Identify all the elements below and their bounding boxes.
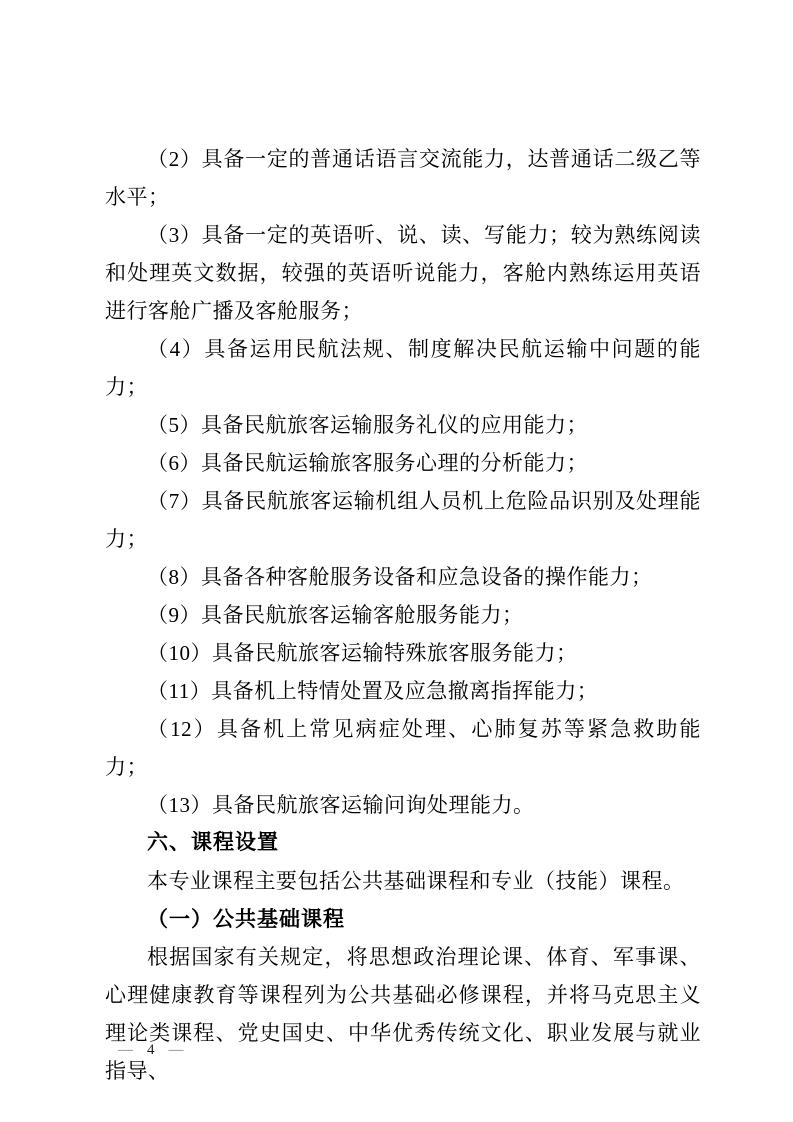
footer-dash-right: — bbox=[168, 1042, 184, 1058]
list-item-4: （4）具备运用民航法规、制度解决民航运输中问题的能力； bbox=[105, 337, 701, 399]
section-heading-curriculum: 六、课程设置 bbox=[147, 831, 279, 854]
list-item-12: （12）具备机上常见病症处理、心肺复苏等紧急救助能力； bbox=[105, 717, 701, 779]
footer-dash-left: — bbox=[118, 1042, 133, 1058]
list-item-6: （6）具备民航运输旅客服务心理的分析能力； bbox=[147, 451, 588, 475]
list-item-5: （5）具备民航旅客运输服务礼仪的应用能力； bbox=[147, 413, 588, 437]
list-item-8: （8）具备各种客舱服务设备和应急设备的操作能力； bbox=[147, 565, 653, 589]
list-item-10: （10）具备民航旅客运输特殊旅客服务能力； bbox=[147, 641, 578, 665]
subheading-public-basic-courses: （一）公共基础课程 bbox=[147, 907, 345, 931]
list-item-7: （7）具备民航旅客运输机组人员机上危险品识别及处理能力； bbox=[105, 489, 701, 551]
list-item-2: （2）具备一定的普通话语言交流能力，达普通话二级乙等水平； bbox=[105, 147, 701, 209]
list-item-9: （9）具备民航旅客运输客舱服务能力； bbox=[147, 603, 524, 627]
list-item-13: （13）具备民航旅客运输问询处理能力。 bbox=[147, 793, 535, 817]
document-body bbox=[105, 140, 701, 1090]
list-item-11: （11）具备机上特情处置及应急撤离指挥能力； bbox=[147, 679, 599, 703]
page-footer bbox=[118, 1040, 184, 1060]
paragraph-curriculum-intro: 本专业课程主要包括公共基础课程和专业（技能）课程。 bbox=[147, 869, 685, 893]
page-number: 4 bbox=[147, 1042, 155, 1058]
list-item-3: （3）具备一定的英语听、说、读、写能力；较为熟练阅读和处理英文数据，较强的英语听说能力，客舱内熟练运用英语进行客舱广播及客舱服务； bbox=[105, 223, 701, 323]
paragraph-public-basic-courses: 根据国家有关规定，将思想政治理论课、体育、军事课、心理健康教育等课程列为公共基础必修课程，并将马克思主义理论类课程、党史国史、中华优秀传统文化、职业发展与就业指导、 bbox=[105, 945, 701, 1083]
